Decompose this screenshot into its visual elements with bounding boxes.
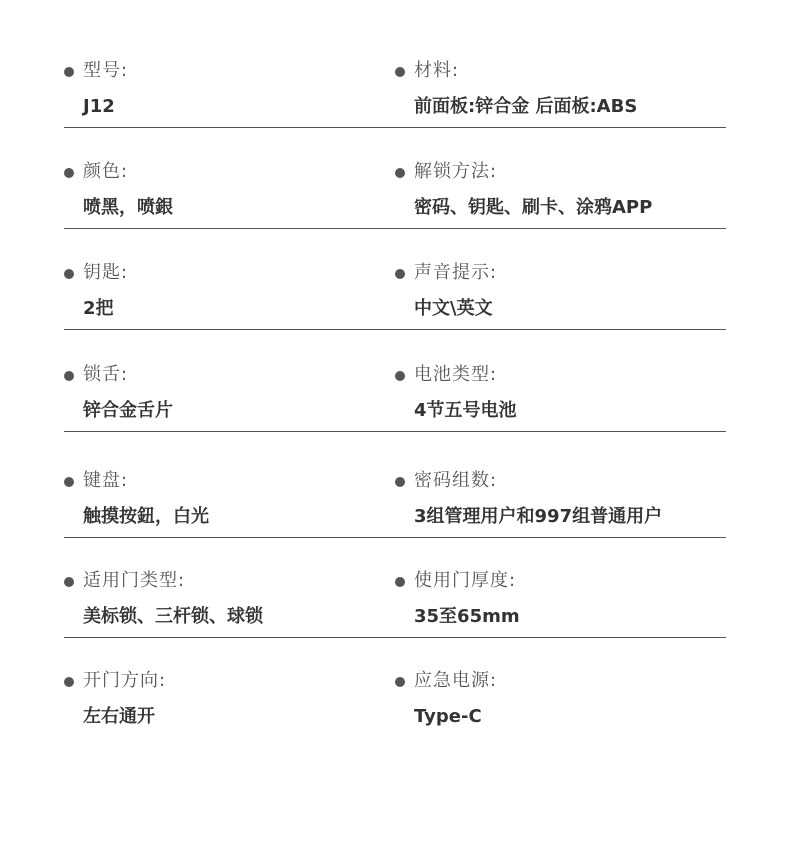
spec-row-color (64, 158, 726, 229)
spec-value: 锌合金舌片 (83, 400, 173, 421)
spec-value: 35至65mm (414, 606, 520, 627)
bullet-icon (395, 371, 405, 381)
spec-value: 3组管理用户和997组普通用户 (414, 506, 663, 527)
bullet-icon (64, 269, 74, 279)
spec-row-opening-direction (64, 667, 726, 737)
spec-value: 前面板:锌合金 后面板:ABS (414, 96, 638, 117)
spec-label: 锁舌: (83, 364, 129, 385)
bullet-icon (395, 168, 405, 178)
spec-value: Type-C (414, 706, 482, 727)
spec-row-keypad (64, 467, 726, 538)
spec-value: 2把 (83, 298, 114, 319)
bullet-icon (64, 371, 74, 381)
spec-label: 钥匙: (83, 262, 129, 283)
bullet-icon (395, 677, 405, 687)
bullet-icon (395, 269, 405, 279)
bullet-icon (395, 577, 405, 587)
spec-value: 中文\英文 (414, 298, 493, 319)
spec-label: 密码组数: (414, 470, 498, 491)
bullet-icon (64, 577, 74, 587)
bullet-icon (64, 677, 74, 687)
spec-label: 应急电源: (414, 670, 498, 691)
spec-label: 颜色: (83, 161, 129, 182)
bullet-icon (395, 67, 405, 77)
spec-value: 触摸按鈕，白光 (83, 506, 209, 527)
spec-label: 使用门厚度: (414, 570, 517, 591)
spec-label: 解锁方法: (414, 161, 498, 182)
spec-row-keys (64, 259, 726, 330)
spec-label: 电池类型: (414, 364, 498, 385)
bullet-icon (395, 477, 405, 487)
spec-label: 材料: (414, 60, 460, 81)
spec-value: 喷黑，喷銀 (83, 197, 173, 218)
spec-row-latch (64, 361, 726, 432)
spec-value: J12 (83, 96, 115, 117)
spec-value: 密码、钥匙、刷卡、涂鸦APP (414, 197, 653, 218)
spec-label: 键盘: (83, 470, 129, 491)
bullet-icon (64, 67, 74, 77)
bullet-icon (64, 168, 74, 178)
spec-value: 4节五号电池 (414, 400, 517, 421)
spec-value: 左右通开 (83, 706, 155, 727)
spec-label: 声音提示: (414, 262, 498, 283)
spec-value: 美标锁、三杆锁、球锁 (83, 606, 263, 627)
spec-label: 型号: (83, 60, 129, 81)
spec-row-model (64, 57, 726, 128)
spec-row-door-type (64, 567, 726, 638)
bullet-icon (64, 477, 74, 487)
spec-label: 开门方向: (83, 670, 167, 691)
spec-label: 适用门类型: (83, 570, 186, 591)
